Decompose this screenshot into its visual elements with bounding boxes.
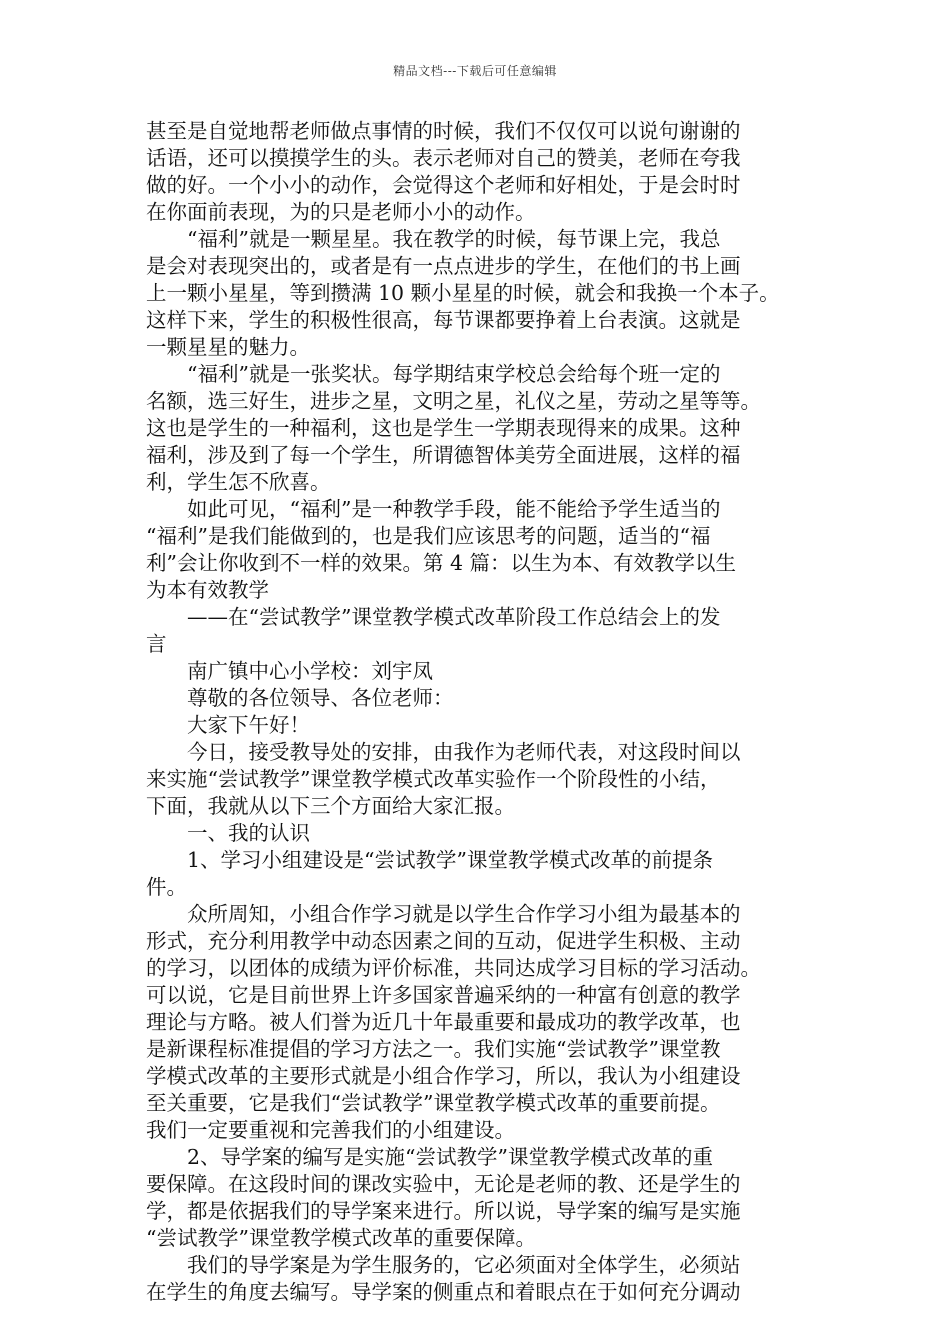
text-line: 这也是学生的一种福利，这也是学生一学期表现得来的成果。这种 — [146, 416, 741, 440]
text-line: 这样下来，学生的积极性很高，每节课都要挣着上台表演。这就是 — [146, 308, 741, 332]
text-line: 2、导学案的编写是实施“尝试教学”课堂教学模式改革的重 — [146, 1145, 714, 1169]
text-line: 可以说，它是目前世界上许多国家普遍采纳的一种富有创意的教学 — [146, 983, 741, 1007]
text-line: 形式，充分利用教学中动态因素之间的互动，促进学生积极、主动 — [146, 929, 741, 953]
text-line: 众所周知，小组合作学习就是以学生合作学习小组为最基本的 — [146, 902, 741, 926]
text-line: “福利”就是一颗星星。我在教学的时候，每节课上完，我总 — [146, 227, 721, 251]
text-line: 我们一定要重视和完善我们的小组建设。 — [146, 1118, 515, 1142]
page-header: 精品文档---下载后可任意编辑 — [393, 64, 557, 78]
text-line: 1、学习小组建设是“尝试教学”课堂教学模式改革的前提条 — [146, 848, 714, 872]
text-line: 利，学生怎不欣喜。 — [146, 470, 331, 494]
text-line: 是新课程标准提倡的学习方法之一。我们实施“尝试教学”课堂教 — [146, 1037, 721, 1061]
text-line: 学，都是依据我们的导学案来进行。所以说，导学案的编写是实施 — [146, 1199, 741, 1223]
text-line: 言 — [146, 632, 167, 656]
text-line: 一、我的认识 — [146, 821, 310, 845]
text-line: 下面，我就从以下三个方面给大家汇报。 — [146, 794, 515, 818]
text-line: 做的好。一个小小的动作，会觉得这个老师和好相处，于是会时时 — [146, 173, 741, 197]
text-line: “福利”是我们能做到的，也是我们应该思考的问题，适当的“福 — [146, 524, 711, 548]
text-line: 的学习，以团体的成绩为评价标准，共同达成学习目标的学习活动。 — [146, 956, 761, 980]
text-line: 名额，选三好生，进步之星，文明之星，礼仪之星，劳动之星等等。 — [146, 389, 761, 413]
text-line: “福利”就是一张奖状。每学期结束学校总会给每个班一定的 — [146, 362, 721, 386]
text-line: 南广镇中心小学校：刘宇凤 — [146, 659, 433, 683]
text-line: 是会对表现突出的，或者是有一点点进步的学生，在他们的书上画 — [146, 254, 741, 278]
text-line: 大家下午好！ — [146, 713, 310, 737]
text-line: 为本有效教学 — [146, 578, 269, 602]
text-line: 要保障。在这段时间的课改实验中，无论是老师的教、还是学生的 — [146, 1172, 741, 1196]
text-line: 一颗星星的魅力。 — [146, 335, 310, 359]
text-line: 件。 — [146, 875, 187, 899]
text-line: 我们的导学案是为学生服务的，它必须面对全体学生，必须站 — [146, 1253, 741, 1277]
text-line: 来实施“尝试教学”课堂教学模式改革实验作一个阶段性的小结， — [146, 767, 721, 791]
text-line: 在学生的角度去编写。导学案的侧重点和着眼点在于如何充分调动 — [146, 1280, 741, 1304]
text-line: 今日，接受教导处的安排，由我作为老师代表，对这段时间以 — [146, 740, 741, 764]
text-line: 话语，还可以摸摸学生的头。表示老师对自己的赞美，老师在夸我 — [146, 146, 741, 170]
text-line: 理论与方略。被人们誉为近几十年最重要和最成功的教学改革，也 — [146, 1010, 741, 1034]
text-line: ——在“尝试教学”课堂教学模式改革阶段工作总结会上的发 — [146, 605, 721, 629]
text-line: 甚至是自觉地帮老师做点事情的时候，我们不仅仅可以说句谢谢的 — [146, 119, 741, 143]
text-line: 福利，涉及到了每一个学生，所谓德智体美劳全面进展，这样的福 — [146, 443, 741, 467]
text-line: 上一颗小星星，等到攒满 10 颗小星星的时候，就会和我换一个本子。 — [146, 281, 780, 305]
text-line: 至关重要，它是我们“尝试教学”课堂教学模式改革的重要前提。 — [146, 1091, 721, 1115]
text-line: 在你面前表现，为的只是老师小小的动作。 — [146, 200, 536, 224]
document-body — [146, 118, 808, 1306]
text-line: 尊敬的各位领导、各位老师： — [146, 686, 454, 710]
text-line: 学模式改革的主要形式就是小组合作学习，所以，我认为小组建设 — [146, 1064, 741, 1088]
text-line: “尝试教学”课堂教学模式改革的重要保障。 — [146, 1226, 536, 1250]
text-line: 如此可见，“福利”是一种教学手段，能不能给予学生适当的 — [146, 497, 721, 521]
text-line: 利”会让你收到不一样的效果。第 4 篇：以生为本、有效教学以生 — [146, 551, 737, 575]
